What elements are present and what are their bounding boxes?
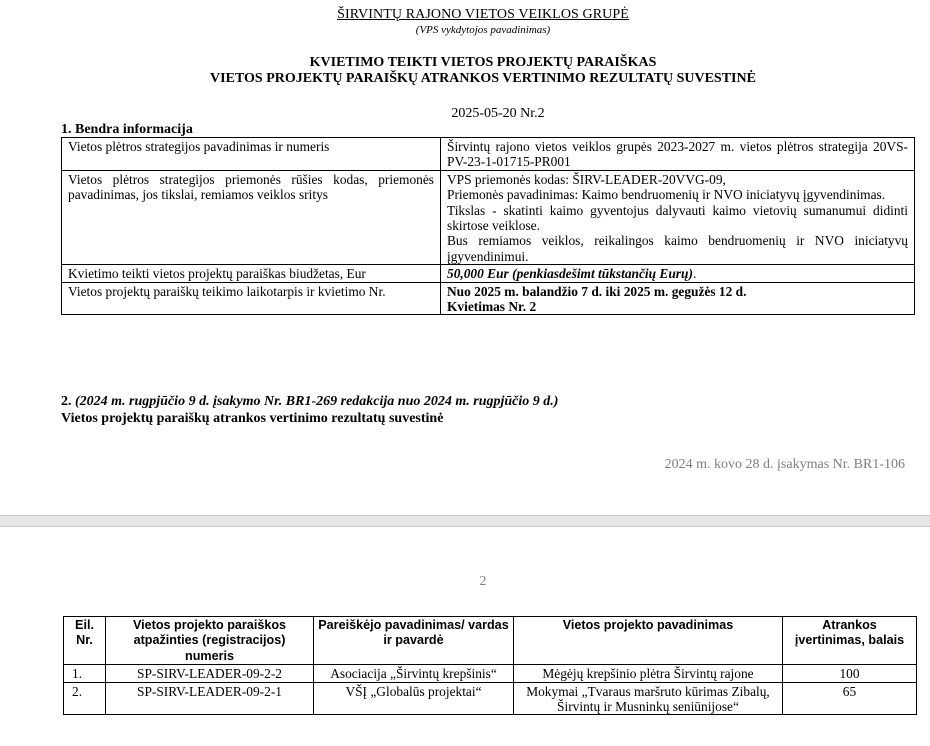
col-header-score: Atrankos įvertinimas, balais bbox=[783, 617, 917, 665]
row-label: Vietos projektų paraiškų teikimo laikotarpis ir kvietimo Nr. bbox=[62, 282, 441, 315]
measure-activities: Bus remiamos veiklos, reikalingos kaimo bendruomenių ir NVO iniciatyvų įgyvendinimui. bbox=[447, 233, 908, 264]
table-row bbox=[64, 682, 917, 715]
section1-heading: 1. Bendra informacija bbox=[61, 122, 193, 137]
row-label: Vietos plėtros strategijos priemonės rūšies kodas, priemonės pavadinimas, jos tikslai, remiamos veiklos sritys bbox=[62, 170, 441, 264]
table-row bbox=[62, 138, 915, 171]
section2-title bbox=[61, 394, 558, 410]
results-table bbox=[63, 616, 917, 715]
cell-applicant: VŠĮ „Globalūs projektai“ bbox=[314, 682, 514, 715]
table-row bbox=[64, 665, 917, 682]
col-header-number: Eil. Nr. bbox=[64, 617, 106, 665]
col-header-project: Vietos projekto pavadinimas bbox=[514, 617, 783, 665]
cell-registration: SP-SIRV-LEADER-09-2-2 bbox=[106, 665, 314, 682]
organization-caption: (VPS vykdytojos pavadinimas) bbox=[415, 24, 551, 36]
cell-score: 65 bbox=[783, 682, 917, 715]
section2-heading: Vietos projektų paraiškų atrankos vertinimo rezultatų suvestinė bbox=[61, 411, 444, 426]
document-title-line2: VIETOS PROJEKTŲ PARAIŠKŲ ATRANKOS VERTINIMO REZULTATŲ SUVESTINĖ bbox=[210, 71, 756, 86]
cell-number: 1. bbox=[64, 665, 106, 682]
page-number: 2 bbox=[479, 574, 487, 589]
table-row bbox=[62, 170, 915, 264]
table-row bbox=[62, 265, 915, 282]
col-header-applicant: Pareiškėjo pavadinimas/ vardas ir pavardė bbox=[314, 617, 514, 665]
general-info-table bbox=[61, 137, 915, 315]
document-page-2 bbox=[0, 527, 930, 746]
section2-number: 2. bbox=[61, 394, 72, 409]
call-number: Kvietimas Nr. 2 bbox=[447, 299, 537, 315]
measure-goal: Tikslas - skatinti kaimo gyventojus dalyvauti kaimo vietovių sumanumui didinti skirtose veiklose. bbox=[447, 202, 908, 234]
measure-name: Priemonės pavadinimas: Kaimo bendruomenių ir NVO iniciatyvų įgyvendinimas. bbox=[447, 187, 886, 203]
table-header-row bbox=[64, 617, 917, 665]
cell-project: Mokymai „Tvaraus maršruto kūrimas Zibalų, Širvintų ir Musninkų seniūnijose“ bbox=[514, 682, 783, 715]
row-value bbox=[441, 265, 915, 282]
cell-registration: SP-SIRV-LEADER-09-2-1 bbox=[106, 682, 314, 715]
measure-code: VPS priemonės kodas: ŠIRV-LEADER-20VVG-09, bbox=[447, 171, 726, 187]
cell-score: 100 bbox=[783, 665, 917, 682]
budget-amount: 50,000 Eur (penkiasdešimt tūkstančių Eurų) bbox=[447, 266, 693, 282]
cell-number: 2. bbox=[64, 682, 106, 715]
col-header-registration: Vietos projekto paraiškos atpažinties (registracijos) numeris bbox=[106, 617, 314, 665]
page-break bbox=[0, 515, 930, 527]
row-label: Kvietimo teikti vietos projektų paraiškas biudžetas, Eur bbox=[62, 265, 441, 282]
submission-period: Nuo 2025 m. balandžio 7 d. iki 2025 m. gegužės 12 d. bbox=[447, 283, 747, 299]
row-label: Vietos plėtros strategijos pavadinimas ir numeris bbox=[62, 138, 441, 171]
row-value bbox=[441, 170, 915, 264]
row-value: Širvintų rajono vietos veiklos grupės 2023-2027 m. vietos plėtros strategija 20VS-PV-23-1-01715-PR001 bbox=[441, 138, 915, 171]
section2-redaction: (2024 m. rugpjūčio 9 d. įsakymo Nr. BR1-269 redakcija nuo 2024 m. rugpjūčio 9 d.) bbox=[75, 394, 559, 409]
document-date-number: 2025-05-20 Nr.2 bbox=[451, 106, 545, 121]
budget-suffix: . bbox=[692, 266, 697, 282]
table-row bbox=[62, 282, 915, 315]
organization-name: ŠIRVINTŲ RAJONO VIETOS VEIKLOS GRUPĖ bbox=[337, 7, 629, 22]
row-value bbox=[441, 282, 915, 315]
order-reference: 2024 m. kovo 28 d. įsakymas Nr. BR1-106 bbox=[664, 457, 905, 472]
document-title-line1: KVIETIMO TEIKTI VIETOS PROJEKTŲ PARAIŠKAS bbox=[309, 55, 657, 70]
cell-project: Mėgėjų krepšinio plėtra Širvintų rajone bbox=[514, 665, 783, 682]
cell-applicant: Asociacija „Širvintų krepšinis“ bbox=[314, 665, 514, 682]
